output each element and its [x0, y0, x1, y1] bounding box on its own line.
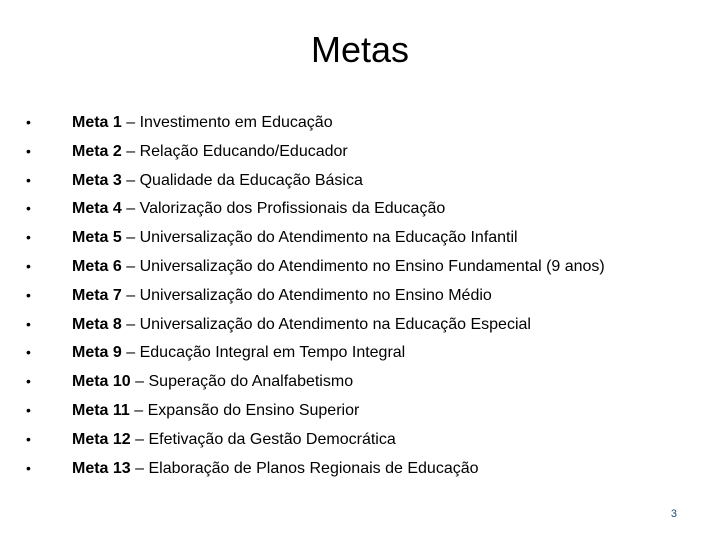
- meta-separator: –: [130, 373, 149, 391]
- meta-separator: –: [121, 344, 140, 362]
- bullet-icon: •: [26, 315, 31, 332]
- meta-text: [72, 224, 518, 253]
- list-item: [24, 166, 704, 195]
- bullet-icon: •: [26, 286, 31, 303]
- meta-separator: –: [121, 200, 140, 218]
- meta-label: Meta 6: [72, 257, 122, 275]
- meta-label: Meta 1: [72, 114, 122, 131]
- slide-title: Metas: [310, 29, 410, 70]
- meta-text: [72, 282, 492, 311]
- meta-description: Efetivação da Gestão Democrática: [148, 430, 396, 448]
- list-item: [24, 194, 704, 223]
- meta-text: [72, 138, 348, 167]
- meta-text: [72, 109, 333, 138]
- meta-description: Valorização dos Profissionais da Educação: [139, 200, 446, 218]
- meta-label: Meta 5: [72, 229, 122, 247]
- meta-label: Meta 7: [72, 286, 122, 304]
- meta-text: [72, 339, 405, 368]
- meta-text: [72, 455, 479, 484]
- meta-label: Meta 9: [72, 344, 122, 362]
- bullet-icon: •: [26, 459, 31, 476]
- bullet-icon: •: [26, 142, 31, 159]
- meta-description: Superação do Analfabetismo: [148, 373, 354, 391]
- list-item: [24, 425, 704, 454]
- meta-separator: –: [130, 430, 149, 448]
- meta-text: [72, 397, 359, 426]
- list-item: [24, 252, 704, 281]
- meta-separator: –: [121, 315, 140, 333]
- meta-label: Meta 4: [72, 200, 122, 218]
- list-item: [24, 338, 704, 367]
- bullet-icon: •: [26, 114, 31, 130]
- meta-separator: –: [121, 142, 140, 160]
- meta-text: [72, 426, 396, 455]
- meta-description: Universalização do Atendimento no Ensino Fundamental (9 anos): [139, 257, 605, 275]
- bullet-icon: •: [26, 200, 31, 217]
- meta-label: Meta 10: [72, 373, 131, 391]
- list-item: [24, 223, 704, 252]
- meta-list: [24, 108, 704, 482]
- list-item: [24, 281, 704, 310]
- list-item: [24, 454, 704, 483]
- meta-label: Meta 3: [72, 171, 122, 189]
- meta-separator: –: [121, 286, 140, 304]
- list-item: [24, 396, 704, 425]
- list-item: [24, 137, 704, 166]
- meta-separator: –: [121, 229, 140, 247]
- meta-label: Meta 12: [72, 430, 131, 448]
- meta-description: Elaboração de Planos Regionais de Educação: [148, 459, 479, 477]
- meta-description: Qualidade da Educação Básica: [139, 171, 363, 189]
- meta-separator: –: [130, 459, 149, 477]
- meta-separator: –: [121, 257, 140, 275]
- meta-label: Meta 13: [72, 459, 131, 477]
- bullet-icon: •: [26, 257, 31, 274]
- meta-description: Universalização do Atendimento na Educação Infantil: [139, 229, 518, 247]
- meta-separator: –: [121, 114, 140, 131]
- meta-label: Meta 2: [72, 142, 122, 160]
- meta-text: [72, 167, 363, 196]
- meta-label: Meta 11: [72, 401, 130, 419]
- meta-separator: –: [129, 401, 148, 419]
- list-item: [24, 310, 704, 339]
- list-item: [24, 367, 704, 396]
- meta-description: Relação Educando/Educador: [139, 142, 348, 160]
- meta-text: [72, 368, 353, 397]
- bullet-icon: •: [26, 373, 31, 390]
- meta-description: Expansão do Ensino Superior: [147, 401, 360, 419]
- meta-description: Investimento em Educação: [139, 114, 333, 131]
- meta-text: [72, 253, 605, 282]
- meta-text: [72, 195, 445, 224]
- meta-separator: –: [121, 171, 140, 189]
- bullet-icon: •: [26, 401, 31, 418]
- meta-label: Meta 8: [72, 315, 122, 333]
- bullet-icon: •: [26, 344, 31, 361]
- meta-description: Universalização do Atendimento no Ensino Médio: [139, 286, 492, 304]
- page-number: 3: [670, 508, 677, 520]
- bullet-icon: •: [26, 229, 31, 246]
- meta-text: [72, 311, 531, 340]
- meta-description: Educação Integral em Tempo Integral: [139, 344, 406, 362]
- bullet-icon: •: [26, 430, 31, 447]
- bullet-icon: •: [26, 171, 31, 188]
- list-item: [24, 108, 704, 137]
- meta-description: Universalização do Atendimento na Educação Especial: [139, 315, 531, 333]
